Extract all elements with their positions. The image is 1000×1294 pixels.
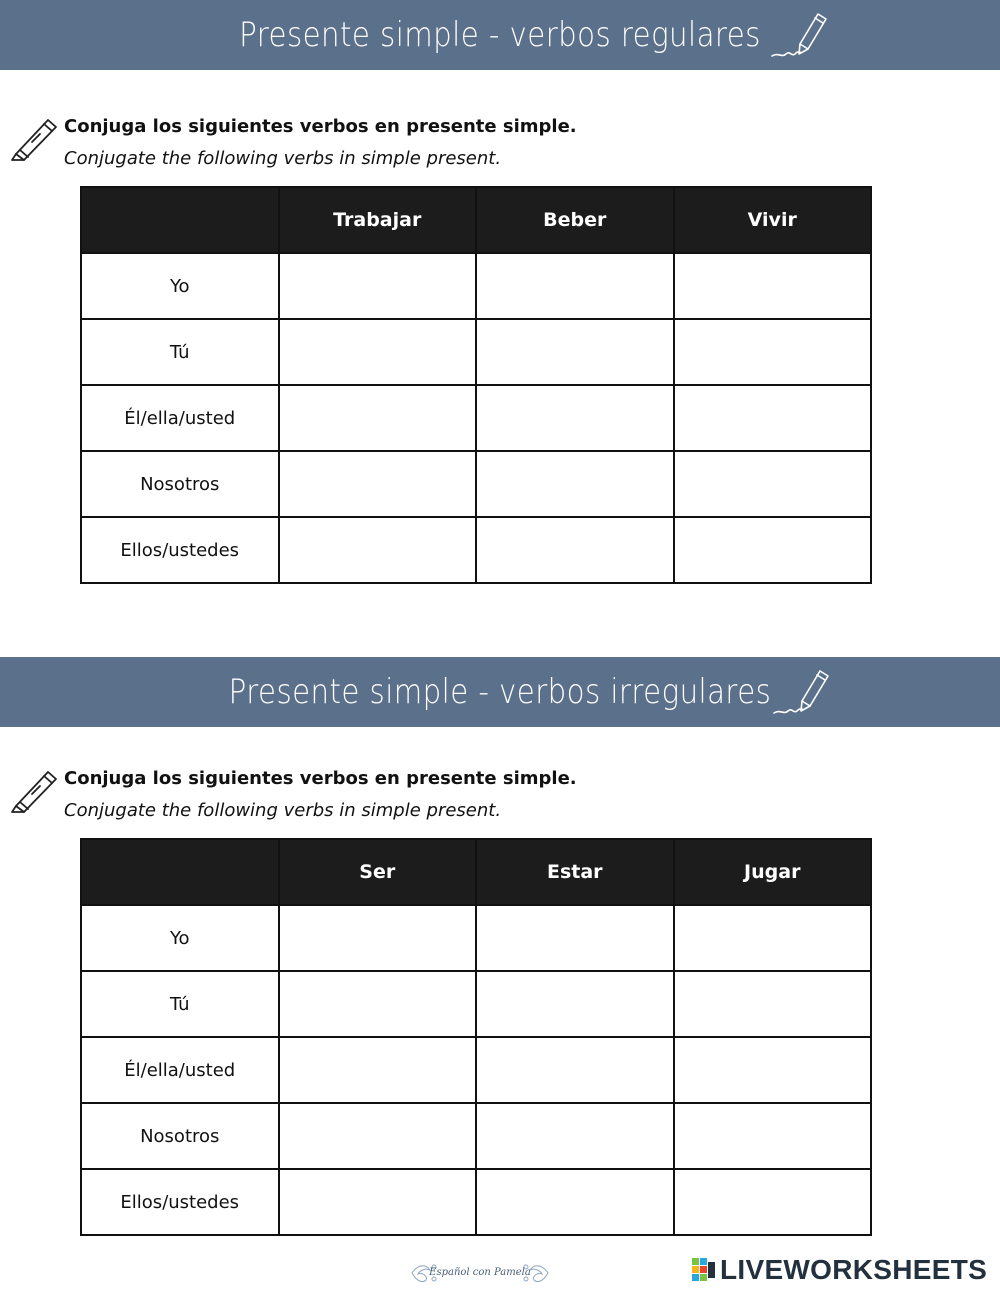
section2-title: Presente simple - verbos irregulares (228, 672, 772, 712)
liveworksheets-brand: LIVEWORKSHEETS (720, 1254, 988, 1285)
table-row (81, 971, 871, 1037)
answer-cell[interactable] (279, 1037, 477, 1103)
table-row (81, 517, 871, 583)
answer-cell[interactable] (674, 253, 872, 319)
pronoun-cell: Él/ella/usted (81, 1037, 279, 1103)
answer-cell[interactable] (476, 385, 674, 451)
instruction-spanish: Conjuga los siguientes verbos en presente simple. (64, 768, 577, 789)
header-cell-empty (81, 839, 279, 905)
pencil-doodle-icon (768, 6, 830, 62)
pencil-doodle-icon (770, 663, 832, 719)
table-row (81, 1103, 871, 1169)
table-row (81, 253, 871, 319)
section1-instructions (0, 114, 1000, 184)
pronoun-cell: Él/ella/usted (81, 385, 279, 451)
header-cell-empty (81, 187, 279, 253)
author-logo-text: Español con Pamela (429, 1267, 531, 1278)
answer-cell[interactable] (476, 1037, 674, 1103)
answer-cell[interactable] (674, 1037, 872, 1103)
answer-cell[interactable] (674, 905, 872, 971)
answer-cell[interactable] (674, 971, 872, 1037)
section2-banner (0, 657, 1000, 727)
instruction-english: Conjugate the following verbs in simple present. (64, 148, 502, 169)
header-cell-vivir: Vivir (674, 187, 872, 253)
answer-cell[interactable] (476, 517, 674, 583)
section2-instructions (0, 766, 1000, 836)
section1-title: Presente simple - verbos regulares (239, 15, 761, 55)
pencil-icon (10, 114, 60, 162)
header-cell-beber: Beber (476, 187, 674, 253)
header-cell-jugar: Jugar (674, 839, 872, 905)
answer-cell[interactable] (279, 971, 477, 1037)
answer-cell[interactable] (279, 1169, 477, 1235)
pronoun-cell: Ellos/ustedes (81, 517, 279, 583)
answer-cell[interactable] (674, 1169, 872, 1235)
answer-cell[interactable] (279, 517, 477, 583)
answer-cell[interactable] (476, 319, 674, 385)
liveworksheets-blocks-icon (692, 1258, 716, 1282)
pronoun-cell: Yo (81, 905, 279, 971)
instruction-english: Conjugate the following verbs in simple present. (64, 800, 502, 821)
pronoun-cell: Tú (81, 319, 279, 385)
answer-cell[interactable] (476, 451, 674, 517)
table-row (81, 385, 871, 451)
table-row (81, 1169, 871, 1235)
answer-cell[interactable] (279, 905, 477, 971)
table-header-row (81, 839, 871, 905)
header-cell-estar: Estar (476, 839, 674, 905)
pronoun-cell: Nosotros (81, 1103, 279, 1169)
table-row (81, 451, 871, 517)
pronoun-cell: Yo (81, 253, 279, 319)
pencil-icon (10, 766, 60, 814)
answer-cell[interactable] (476, 253, 674, 319)
answer-cell[interactable] (476, 905, 674, 971)
section1-banner (0, 0, 1000, 70)
table-row (81, 905, 871, 971)
header-cell-trabajar: Trabajar (279, 187, 477, 253)
pronoun-cell: Tú (81, 971, 279, 1037)
conjugation-table-irregular (80, 838, 872, 1236)
table-row (81, 1037, 871, 1103)
author-logo (408, 1258, 552, 1288)
instruction-spanish: Conjuga los siguientes verbos en presente simple. (64, 116, 577, 137)
answer-cell[interactable] (674, 1103, 872, 1169)
answer-cell[interactable] (476, 1169, 674, 1235)
answer-cell[interactable] (476, 1103, 674, 1169)
answer-cell[interactable] (674, 385, 872, 451)
pronoun-cell: Nosotros (81, 451, 279, 517)
answer-cell[interactable] (279, 385, 477, 451)
answer-cell[interactable] (279, 1103, 477, 1169)
pronoun-cell: Ellos/ustedes (81, 1169, 279, 1235)
answer-cell[interactable] (279, 319, 477, 385)
answer-cell[interactable] (674, 517, 872, 583)
table-row (81, 319, 871, 385)
answer-cell[interactable] (674, 451, 872, 517)
answer-cell[interactable] (279, 253, 477, 319)
liveworksheets-logo (692, 1254, 992, 1286)
answer-cell[interactable] (674, 319, 872, 385)
answer-cell[interactable] (476, 971, 674, 1037)
table-header-row (81, 187, 871, 253)
conjugation-table-regular (80, 186, 872, 584)
answer-cell[interactable] (279, 451, 477, 517)
header-cell-ser: Ser (279, 839, 477, 905)
